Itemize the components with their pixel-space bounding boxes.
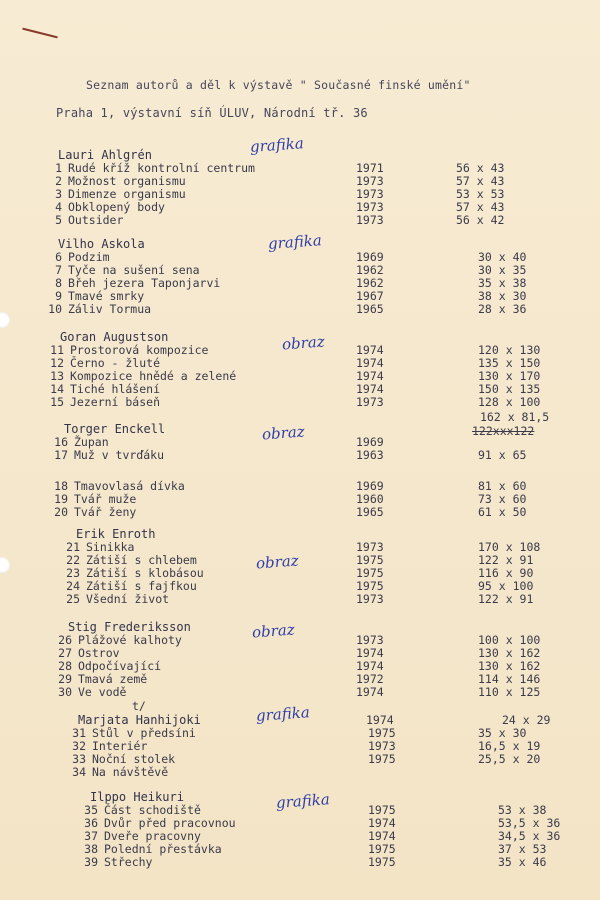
author-name: Vilho Askola <box>58 237 145 251</box>
work-title: Odpočívající <box>78 659 162 673</box>
work-year: 1974 <box>356 356 384 370</box>
work-row <box>0 752 600 766</box>
work-number: 33 <box>72 752 86 766</box>
work-size: 130 x 162 <box>478 646 541 660</box>
work-year: 1973 <box>356 200 384 214</box>
work-number: 11 <box>50 343 64 357</box>
work-row <box>0 765 600 779</box>
handwritten-medium-note: obraz <box>251 620 296 642</box>
work-number: 38 <box>84 842 98 856</box>
work-title: Outsider <box>68 213 124 227</box>
work-row <box>0 829 600 843</box>
work-row <box>0 435 600 449</box>
work-number: 15 <box>50 395 64 409</box>
work-number: 16 <box>54 435 68 449</box>
work-number: 30 <box>58 685 72 699</box>
work-title: Zátiší s chlebem <box>86 553 197 567</box>
work-title: Černo - žluté <box>70 356 161 370</box>
work-number: 18 <box>54 479 68 493</box>
work-title: Dimenze organismu <box>68 187 186 201</box>
work-number: 12 <box>50 356 64 370</box>
work-size: 120 x 130 <box>478 343 541 357</box>
work-size: 135 x 150 <box>478 356 541 370</box>
work-title: Tmavé smrky <box>68 289 145 303</box>
work-number: 27 <box>58 646 72 660</box>
work-number: 6 <box>55 250 62 264</box>
work-row <box>0 479 600 493</box>
handwritten-medium-note: grafika <box>267 231 323 253</box>
work-year: 1975 <box>368 752 396 766</box>
work-title: Župan <box>74 435 109 449</box>
work-number: 17 <box>54 448 68 462</box>
work-year: 1975 <box>368 803 396 817</box>
handwritten-medium-note: obraz <box>281 332 326 354</box>
work-number: 24 <box>66 579 80 593</box>
work-year: 1960 <box>356 492 384 506</box>
work-row <box>0 553 600 567</box>
work-number: 10 <box>48 302 62 316</box>
work-size: 122 x 91 <box>478 553 534 567</box>
work-year: 1965 <box>356 505 384 519</box>
work-year: 1973 <box>356 187 384 201</box>
work-size: 130 x 162 <box>478 659 541 673</box>
work-title: Střechy <box>104 855 153 869</box>
work-size: 81 x 60 <box>478 479 527 493</box>
handwritten-medium-note: obraz <box>255 551 300 573</box>
work-number: 9 <box>55 289 62 303</box>
work-row <box>0 250 600 264</box>
work-row <box>0 174 600 188</box>
work-year: 1975 <box>368 855 396 869</box>
work-size: 116 x 90 <box>478 566 534 580</box>
work-number: 37 <box>84 829 98 843</box>
work-size: 110 x 125 <box>478 685 541 699</box>
work-year: 1972 <box>356 672 384 686</box>
work-size: 122 x 91 <box>478 592 534 606</box>
work-title: Tmavovlasá dívka <box>74 479 185 493</box>
work-year: 1973 <box>356 174 384 188</box>
work-title: Tvář ženy <box>74 505 137 519</box>
handwritten-medium-note: grafika <box>249 134 305 156</box>
handwritten-prefix: t/ <box>132 699 146 713</box>
pen-mark <box>22 28 57 39</box>
work-title: Dvůr před pracovnou <box>104 816 236 830</box>
work-year: 1975 <box>356 579 384 593</box>
work-number: 35 <box>84 803 98 817</box>
work-row <box>0 672 600 686</box>
work-size: 61 x 50 <box>478 505 527 519</box>
work-row <box>0 685 600 699</box>
work-title: Možnost organismu <box>68 174 186 188</box>
work-size: 91 x 65 <box>478 448 527 462</box>
work-number: 32 <box>72 739 86 753</box>
work-year: 1971 <box>356 161 384 175</box>
work-row <box>0 395 600 409</box>
work-title: Jezerní báseň <box>70 395 161 409</box>
work-row <box>0 187 600 201</box>
work-title: Obklopený body <box>68 200 165 214</box>
work-year: 1974 <box>356 369 384 383</box>
author-year: 1974 <box>366 713 394 727</box>
author-name: Goran Augustson <box>60 330 169 344</box>
work-row <box>0 200 600 214</box>
work-row <box>0 276 600 290</box>
work-title: Na návštěvě <box>92 765 169 779</box>
work-size: 56 x 42 <box>456 213 505 227</box>
work-size: 53 x 38 <box>498 803 547 817</box>
work-number: 1 <box>55 161 62 175</box>
work-number: 3 <box>55 187 62 201</box>
work-size: 25,5 x 20 <box>478 752 541 766</box>
work-row <box>0 659 600 673</box>
work-title: Polední přestávka <box>104 842 222 856</box>
work-title: Zátiší s klobásou <box>86 566 204 580</box>
author-name: Ilppo Heikuri <box>90 790 184 804</box>
work-title: Ostrov <box>78 646 120 660</box>
work-row <box>0 492 600 506</box>
handwritten-medium-note: grafika <box>255 703 311 725</box>
work-year: 1974 <box>356 659 384 673</box>
work-row <box>0 633 600 647</box>
work-row <box>0 726 600 740</box>
work-row <box>0 161 600 175</box>
work-year: 1973 <box>356 540 384 554</box>
work-size: 114 x 146 <box>478 672 541 686</box>
work-size: 30 x 35 <box>478 263 527 277</box>
work-number: 21 <box>66 540 80 554</box>
work-title: Ve vodě <box>78 685 127 699</box>
struck-out-size: 122xxx122 <box>472 424 535 438</box>
work-row <box>0 369 600 383</box>
work-title: Břeh jezera Taponjarvi <box>68 276 221 290</box>
work-title: Tiché hlášení <box>70 382 161 396</box>
work-year: 1963 <box>356 448 384 462</box>
work-size: 100 x 100 <box>478 633 541 647</box>
work-title: Záliv Tormua <box>68 302 152 316</box>
work-year: 1974 <box>356 646 384 660</box>
work-number: 28 <box>58 659 72 673</box>
work-number: 14 <box>50 382 64 396</box>
work-size: 38 x 30 <box>478 289 527 303</box>
author-name: Erik Enroth <box>76 527 156 541</box>
work-row <box>0 343 600 357</box>
work-row <box>0 842 600 856</box>
work-title: Část schodiště <box>104 803 201 817</box>
work-size: 35 x 46 <box>498 855 547 869</box>
work-year: 1962 <box>356 263 384 277</box>
work-title: Rudé kříž kontrolní centrum <box>68 161 255 175</box>
work-size: 35 x 38 <box>478 276 527 290</box>
work-number: 34 <box>72 765 86 779</box>
work-size: 53,5 x 36 <box>498 816 561 830</box>
handwritten-medium-note: obraz <box>261 422 306 444</box>
work-row <box>0 739 600 753</box>
author-name: Lauri Ahlgrén <box>58 148 152 162</box>
work-size: 37 x 53 <box>498 842 547 856</box>
work-year: 1973 <box>356 395 384 409</box>
work-title: Sinikka <box>86 540 135 554</box>
author-name: Marjata Hanhijoki <box>78 713 201 727</box>
work-year: 1965 <box>356 302 384 316</box>
work-year: 1973 <box>356 633 384 647</box>
work-title: Tyče na sušení sena <box>68 263 200 277</box>
work-size: 150 x 135 <box>478 382 541 396</box>
work-title: Tvář muže <box>74 492 137 506</box>
work-year: 1962 <box>356 276 384 290</box>
work-title: Dveře pracovny <box>104 829 201 843</box>
work-year: 1973 <box>356 592 384 606</box>
work-year: 1967 <box>356 289 384 303</box>
work-number: 36 <box>84 816 98 830</box>
author-size: 24 x 29 <box>502 713 551 727</box>
work-year: 1974 <box>356 685 384 699</box>
work-number: 5 <box>55 213 62 227</box>
work-title: Prostorová kompozice <box>70 343 209 357</box>
work-number: 29 <box>58 672 72 686</box>
work-number: 13 <box>50 369 64 383</box>
work-title: Interiér <box>92 739 148 753</box>
handwritten-medium-note: grafika <box>275 790 331 812</box>
work-number: 26 <box>58 633 72 647</box>
work-number: 23 <box>66 566 80 580</box>
work-title: Stůl v předsíni <box>92 726 196 740</box>
work-year: 1975 <box>356 566 384 580</box>
work-size: 57 x 43 <box>456 174 505 188</box>
work-size: 34,5 x 36 <box>498 829 561 843</box>
venue-line: Praha 1, výstavní síň ÚLUV, Národní tř. 36 <box>56 106 368 120</box>
work-row <box>0 816 600 830</box>
work-title: Kompozice hnědé a zelené <box>70 369 237 383</box>
work-number: 39 <box>84 855 98 869</box>
work-row <box>0 356 600 370</box>
work-row <box>0 302 600 316</box>
work-size: 57 x 43 <box>456 200 505 214</box>
work-number: 7 <box>55 263 62 277</box>
work-number: 31 <box>72 726 86 740</box>
work-title: Podzim <box>68 250 110 264</box>
work-size: 16,5 x 19 <box>478 739 541 753</box>
work-number: 2 <box>55 174 62 188</box>
work-size: 130 x 170 <box>478 369 541 383</box>
work-title: Noční stolek <box>92 752 176 766</box>
work-size: 128 x 100 <box>478 395 541 409</box>
work-row <box>0 505 600 519</box>
work-number: 4 <box>55 200 62 214</box>
author-name: Torger Enckell <box>64 422 166 436</box>
author-name: Stig Frederiksson <box>68 620 191 634</box>
work-row <box>0 579 600 593</box>
work-size: 53 x 53 <box>456 187 505 201</box>
work-row <box>0 592 600 606</box>
work-number: 19 <box>54 492 68 506</box>
work-year: 1974 <box>368 829 396 843</box>
work-row <box>0 855 600 869</box>
work-row <box>0 540 600 554</box>
work-number: 22 <box>66 553 80 567</box>
work-title: Všední život <box>86 592 170 606</box>
document-title: Seznam autorů a děl k výstavě " Současné finské umění" <box>86 78 471 92</box>
work-year: 1974 <box>356 382 384 396</box>
work-size: 56 x 43 <box>456 161 505 175</box>
work-size: 170 x 108 <box>478 540 541 554</box>
work-number: 25 <box>66 592 80 606</box>
work-number: 20 <box>54 505 68 519</box>
work-row <box>0 263 600 277</box>
work-row <box>0 213 600 227</box>
work-row <box>0 803 600 817</box>
work-year: 1975 <box>356 553 384 567</box>
work-title: Plážové kalhoty <box>78 633 182 647</box>
work-number: 8 <box>55 276 62 290</box>
work-year: 1973 <box>356 213 384 227</box>
work-year: 1969 <box>356 250 384 264</box>
work-year: 1975 <box>368 842 396 856</box>
work-row <box>0 382 600 396</box>
work-year: 1969 <box>356 435 384 449</box>
work-row <box>0 566 600 580</box>
work-size: 95 x 100 <box>478 579 534 593</box>
work-title: Zátiší s fajfkou <box>86 579 197 593</box>
work-title: Muž v tvrďáku <box>74 448 165 462</box>
work-year: 1975 <box>368 726 396 740</box>
work-row <box>0 448 600 462</box>
work-year: 1974 <box>356 343 384 357</box>
work-row <box>0 289 600 303</box>
work-year: 1969 <box>356 479 384 493</box>
extra-size: 162 x 81,5 <box>480 410 550 424</box>
work-year: 1974 <box>368 816 396 830</box>
work-size: 28 x 36 <box>478 302 527 316</box>
work-year: 1973 <box>368 739 396 753</box>
work-size: 35 x 30 <box>478 726 527 740</box>
work-size: 30 x 40 <box>478 250 527 264</box>
work-row <box>0 646 600 660</box>
work-size: 73 x 60 <box>478 492 527 506</box>
work-title: Tmavá země <box>78 672 148 686</box>
